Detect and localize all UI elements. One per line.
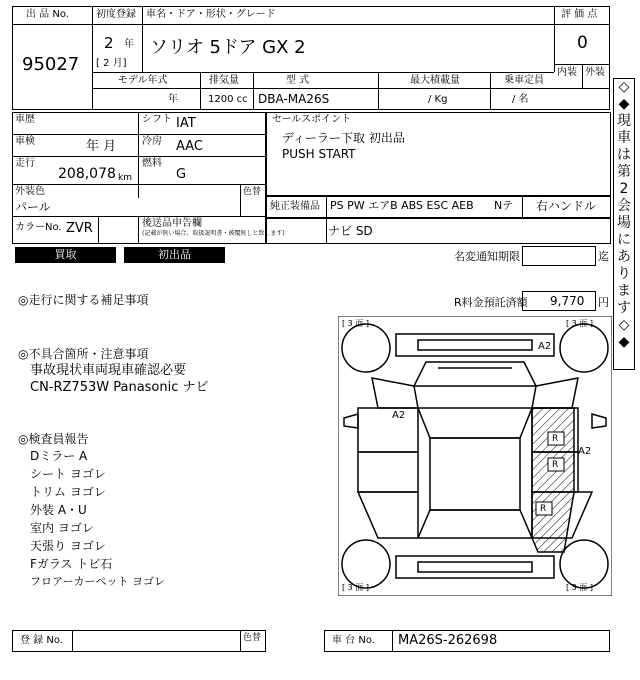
first-reg-month: [ 2 月]: [96, 58, 127, 69]
mileage-value: 208,078: [58, 166, 116, 182]
sidebar-char: ◆: [618, 96, 630, 112]
capacity-value: / 名: [512, 94, 529, 105]
shift-label: シフト: [142, 114, 172, 125]
sales-point-line-2: PUSH START: [282, 147, 356, 161]
diagram-bottom-left-tag: [ 3 面 ]: [342, 583, 369, 592]
inspection-value: 年 月: [86, 139, 117, 154]
aftermarket-value-box: [266, 218, 611, 244]
defect-notes-title: ◎不具合箇所・注意事項: [18, 347, 149, 361]
sidebar-char: 場: [617, 215, 631, 231]
sidebar-char: 現: [617, 113, 631, 129]
running-notes-title: ◎走行に関する補足事項: [18, 293, 149, 307]
sidebar-char: 第: [617, 164, 631, 180]
steering-side: 右ハンドル: [536, 199, 597, 213]
fuel-value: G: [176, 167, 187, 182]
equipment-label: 純正装備品: [270, 201, 320, 212]
inspector-line-8: フロアーカーペット ヨゴレ: [30, 575, 165, 588]
chassis-value: MA26S-262698: [398, 633, 498, 648]
sidebar-char: 車: [617, 130, 631, 146]
venue-notice-sidebar: [613, 78, 635, 370]
buy-button[interactable]: 買取: [15, 247, 116, 263]
color-change-label: 色替: [243, 187, 262, 197]
diagram-top-right-tag: [ 3 面 ]: [566, 319, 593, 328]
right-side-mark: A2: [578, 446, 592, 457]
first-reg-year: 2: [104, 34, 114, 52]
defect-line-1: 事故現状車両現車確認必要: [30, 363, 187, 378]
inspector-line-5: 室内 ヨゴレ: [30, 521, 94, 535]
aftermarket-value: ナビ SD: [328, 224, 373, 238]
defect-line-2: CN-RZ753W Panasonic ナビ: [30, 380, 209, 395]
score-value: 0: [577, 33, 588, 53]
diagram-bottom-right-tag: [ 3 面 ]: [566, 583, 593, 592]
displacement-label: 排気量: [209, 75, 239, 86]
inspector-notes-title: ◎検査員報告: [18, 432, 89, 446]
sidebar-char: 会: [617, 198, 631, 214]
r-mark-3: R: [540, 504, 547, 514]
sidebar-char: は: [617, 147, 631, 163]
model-year-label: モデル年式: [118, 75, 168, 86]
score-label: 評 価 点: [561, 9, 598, 20]
sales-points-label: セールスポイント: [272, 114, 352, 125]
r-mark-2: R: [552, 460, 559, 470]
sidebar-char: ま: [617, 283, 631, 299]
load-label: 最大積載量: [410, 75, 460, 86]
color-no-label: カラーNo.: [15, 222, 62, 233]
sidebar-char: り: [617, 266, 631, 282]
sidebar-char: に: [617, 232, 631, 248]
first-reg-label: 初度登録: [96, 9, 136, 20]
sidebar-char: ◆: [618, 334, 630, 350]
inspector-line-4: 外装 A・U: [30, 503, 87, 517]
sidebar-char: あ: [617, 249, 631, 265]
displacement-value: 1200 cc: [208, 94, 248, 105]
ext-color-label: 外装色: [15, 186, 45, 197]
inspector-line-2: シート ヨゴレ: [30, 467, 106, 481]
chassis-label: 車 台 No.: [332, 635, 375, 646]
car-name-label: 車名・ドア・形状・グレード: [146, 9, 276, 20]
color-no-value: ZVR: [66, 221, 93, 236]
sidebar-char: す: [617, 300, 631, 316]
ac-label: 冷房: [142, 136, 162, 147]
r-mark-1: R: [552, 434, 559, 444]
recycle-label: R料金預託済額: [454, 296, 528, 309]
ext-color-value: パール: [15, 200, 51, 214]
car-damage-diagram: [338, 316, 612, 596]
type-value: DBA-MA26S: [258, 92, 330, 106]
mileage-label: 走行: [15, 158, 35, 169]
front-bumper-mark: A2: [538, 341, 552, 352]
deadline-box: [522, 246, 596, 266]
ac-value: AAC: [176, 139, 203, 154]
aftermarket-label: 後送品申告欄: [142, 218, 202, 229]
history-label: 車歴: [15, 114, 35, 125]
equipment-tv: Nテ: [494, 199, 514, 212]
registration-label: 登 録 No.: [20, 635, 63, 646]
left-door-mark: A2: [392, 410, 406, 421]
deadline-label: 名変通知期限: [454, 250, 520, 263]
fuel-label: 燃料: [142, 158, 162, 169]
lot-number: 95027: [22, 54, 80, 75]
model-year-unit: 年: [168, 94, 178, 105]
inspector-line-1: Dミラー A: [30, 449, 88, 463]
inspector-line-6: 天張り ヨゴレ: [30, 539, 106, 553]
load-value: / Kg: [428, 94, 448, 105]
interior-label: 内装: [557, 67, 577, 78]
footer-color-change-label: 色替: [243, 633, 262, 643]
inspector-line-7: Fガラス トビ石: [30, 557, 113, 571]
equipment-items: PS PW エアB ABS ESC AEB: [330, 199, 474, 212]
sidebar-char: 2: [619, 181, 629, 197]
deadline-suffix: 迄: [598, 250, 609, 263]
lot-label: 出 品 No.: [26, 9, 69, 20]
sidebar-char: ◇: [618, 317, 630, 333]
recycle-unit: 円: [598, 296, 609, 309]
damage-hatch-right: [532, 408, 574, 552]
shift-value: IAT: [176, 116, 196, 131]
type-label: 型 式: [286, 75, 310, 86]
recycle-value: 9,770: [550, 294, 585, 308]
capacity-label: 乗車定員: [504, 75, 544, 86]
year-unit: 年: [124, 39, 134, 50]
diagram-top-left-tag: [ 3 面 ]: [342, 319, 369, 328]
aftermarket-note: (記載が無い場合、取扱説明書・被覆無しと致します): [142, 230, 285, 237]
sidebar-char: ◇: [618, 79, 630, 95]
first-listing-button[interactable]: 初出品: [124, 247, 225, 263]
sales-point-line-1: ディーラー下取 初出品: [282, 131, 405, 145]
inspector-line-3: トリム ヨゴレ: [30, 485, 106, 499]
mileage-unit: km: [118, 173, 132, 183]
exterior-label: 外装: [585, 67, 605, 78]
car-name: ソリオ 5ドア GX 2: [150, 37, 306, 58]
inspection-label: 車検: [15, 136, 35, 147]
